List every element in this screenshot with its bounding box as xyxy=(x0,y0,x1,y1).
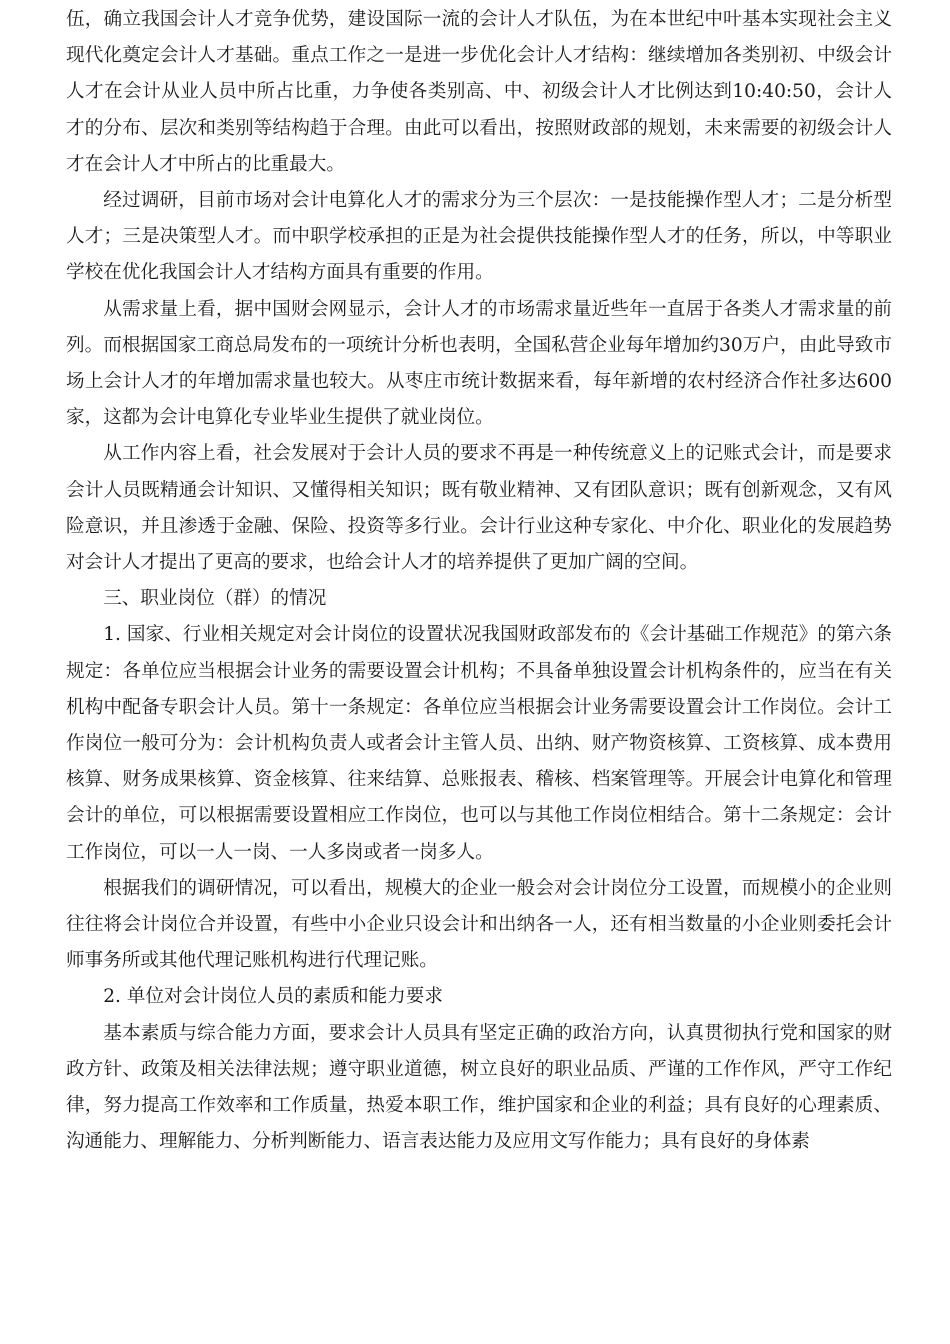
paragraph-work-content: 从工作内容上看，社会发展对于会计人员的要求不再是一种传统意义上的记账式会计，而是要求会计人员既精通会计知识、又懂得相关知识；既有敬业精神、又有团队意识；既有创新观念，又有风险意识，并且渗透于金融、保险、投资等多行业。会计行业这种专家化、中介化、职业化的发展趋势对会计人才提出了更高的要求，也给会计人才的培养提供了更加广阔的空间。 xyxy=(66,443,892,574)
paragraph-continuation: 伍，确立我国会计人才竞争优势，建设国际一流的会计人才队伍，为在本世纪中叶基本实现社会主义现代化奠定会计人才基础。重点工作之一是进一步优化会计人才结构：继续增加各类别初、中级会计人才在会计从业人员中所占比重，力争使各类别高、中、初级会计人才比例达到10:40:50，会计人才的分布、层次和类别等结构趋于合理。由此可以看出，按照财政部的规划，未来需要的初级会计人才在会计人才中所占的比重最大。 xyxy=(66,9,892,175)
paragraph-survey-findings: 根据我们的调研情况，可以看出，规模大的企业一般会对会计岗位分工设置，而规模小的企业则往往将会计岗位合并设置，有些中小企业只设会计和出纳各一人，还有相当数量的小企业则委托会计师事务所或其他代理记账机构进行代理记账。 xyxy=(66,877,892,972)
paragraph-regulations: 1. 国家、行业相关规定对会计岗位的设置状况我国财政部发布的《会计基础工作规范》的第六条规定：各单位应当根据会计业务的需要设置会计机构；不具备单独设置会计机构条件的，应当在有关机构中配备专职会计人员。第十一条规定：各单位应当根据会计业务需要设置会计工作岗位。会计工作岗位一般可分为：会计机构负责人或者会计主管人员、出纳、财产物资核算、工资核算、成本费用核算、财务成果核算、资金核算、往来结算、总账报表、稽核、档案管理等。开展会计电算化和管理会计的单位，可以根据需要设置相应工作岗位，也可以与其他工作岗位相结合。第十二条规定：会计工作岗位，可以一人一岗、一人多岗或者一岗多人。 xyxy=(66,624,892,863)
paragraph-basic-quality: 基本素质与综合能力方面，要求会计人员具有坚定正确的政治方向，认真贯彻执行党和国家的财政方针、政策及相关法律法规；遵守职业道德，树立良好的职业品质、严谨的工作作风，严守工作纪律，努力提高工作效率和工作质量，热爱本职工作，维护国家和企业的利益；具有良好的心理素质、沟通能力、理解能力、分析判断能力、语言表达能力及应用文写作能力；具有良好的身体素 xyxy=(66,1022,892,1153)
section-heading-job-positions: 三、职业岗位（群）的情况 xyxy=(103,588,327,610)
paragraph-demand-levels: 经过调研，目前市场对会计电算化人才的需求分为三个层次：一是技能操作型人才；二是分析型人才；三是决策型人才。而中职学校承担的正是为社会提供技能操作型人才的任务，所以，中等职业学校在优化我国会计人才结构方面具有重要的作用。 xyxy=(66,190,892,284)
document-page xyxy=(66,2,892,1161)
paragraph-demand-quantity: 从需求量上看，据中国财会网显示，会计人才的市场需求量近些年一直居于各类人才需求量的前列。而根据国家工商总局发布的一项统计分析也表明，全国私营企业每年增加约30万户，由此导致市场上会计人才的年增加需求量也较大。从枣庄市统计数据来看，每年新增的农村经济合作社多达600家，这都为会计电算化专业毕业生提供了就业岗位。 xyxy=(66,298,892,429)
subsection-heading-requirements: 2. 单位对会计岗位人员的素质和能力要求 xyxy=(103,986,443,1008)
